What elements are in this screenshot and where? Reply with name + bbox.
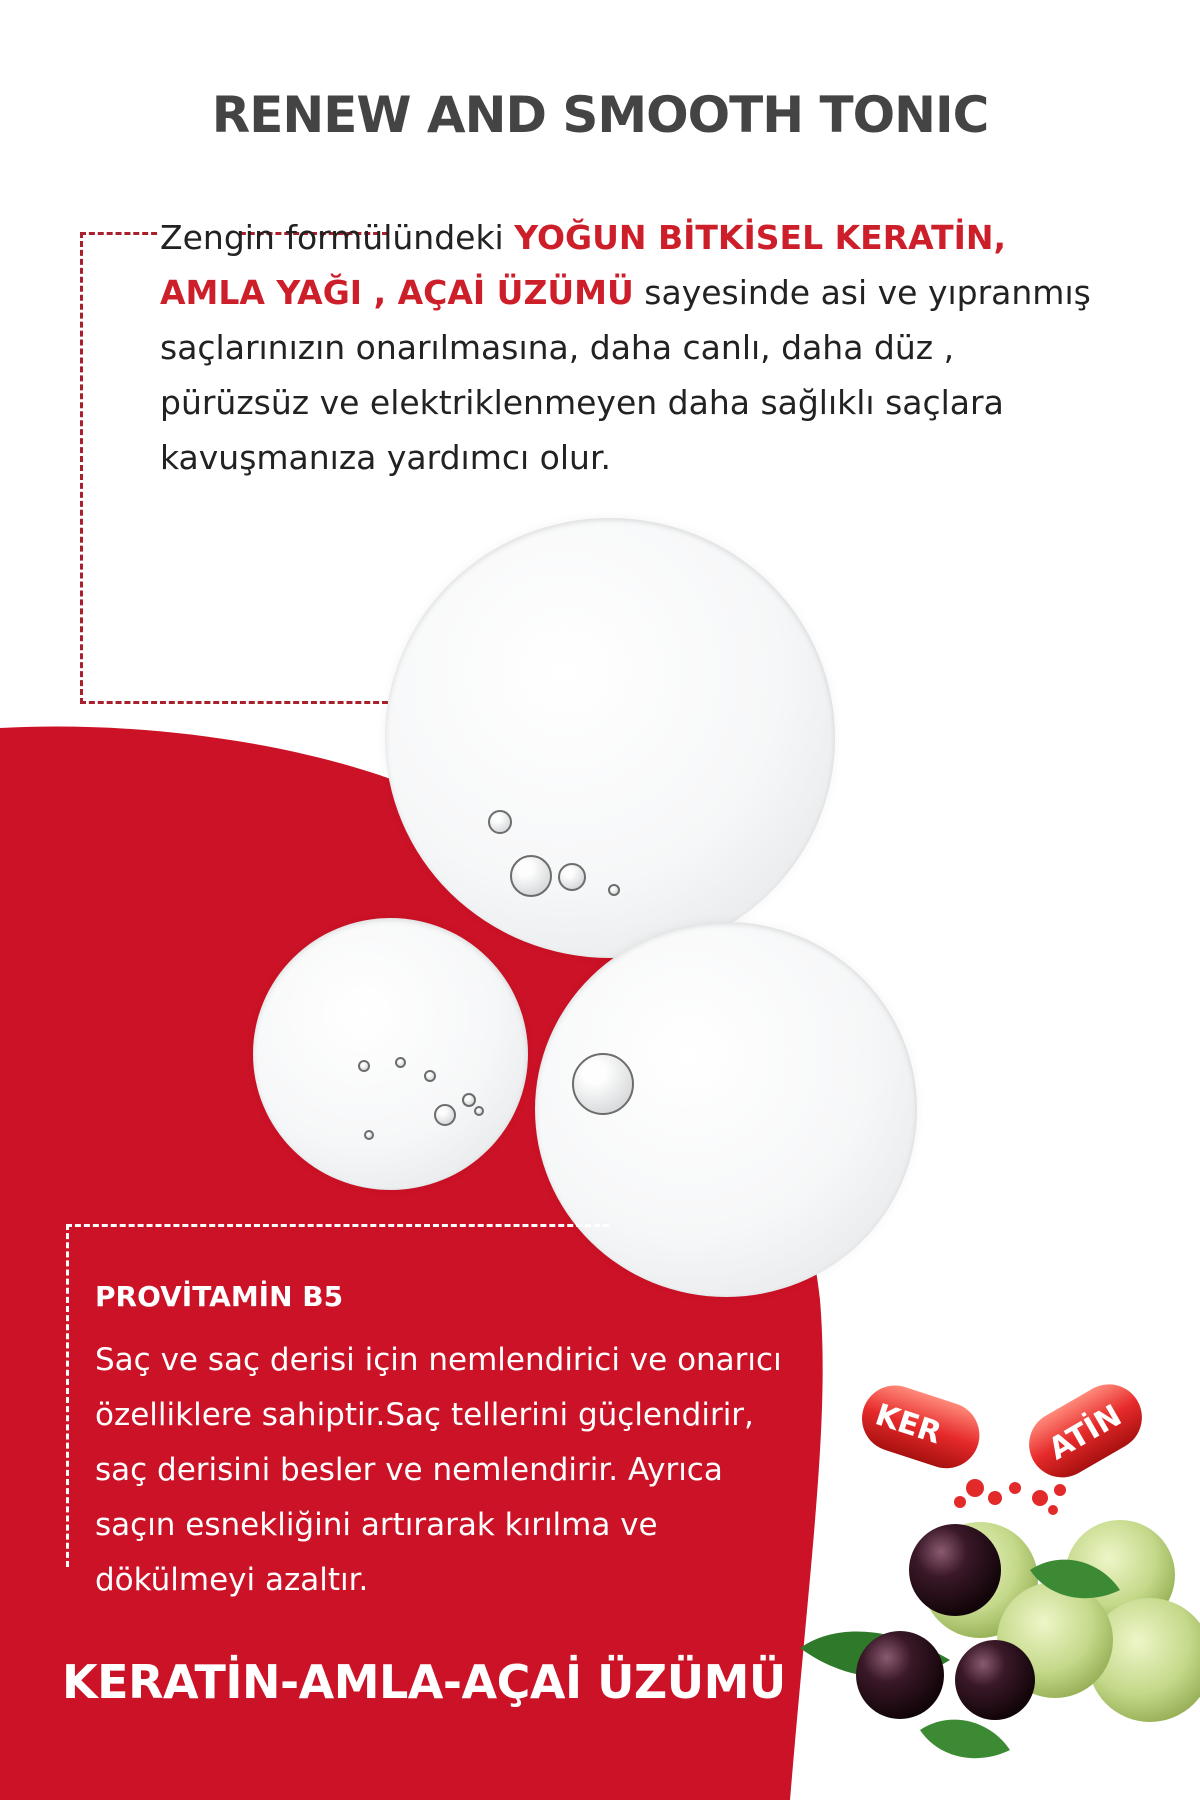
provitamin-text: Saç ve saç derisi için nemlendirici ve onarıcı özelliklere sahiptir.Saç tellerini güçlendirir, saç derisini besler ve nemlendirir. Ayrıca saçın esnekliğini artırarak kırılma ve dökülmeyi azaltır. — [95, 1342, 782, 1598]
bubble — [510, 855, 552, 897]
water-drop-icon — [253, 918, 528, 1190]
intro-paragraph — [160, 210, 1110, 485]
intro-highlight: YOĞUN BİTKİSEL KERATİN, AMLA YAĞI , AÇAİ ÜZÜMÜ — [160, 218, 1007, 312]
bubble — [488, 810, 512, 834]
bubble — [462, 1093, 476, 1107]
bubble — [572, 1053, 634, 1115]
capsule-left-text: KER — [871, 1397, 946, 1452]
bubble — [608, 884, 620, 896]
capsule-right-text: ATİN — [1042, 1398, 1128, 1468]
bubble — [358, 1060, 370, 1072]
provitamin-title: PROVİTAMİN B5 — [95, 1280, 344, 1313]
intro-prefix: Zengin formülündeki — [160, 218, 515, 257]
bubble — [424, 1070, 436, 1082]
fruit-illustration — [800, 1520, 1200, 1800]
bubble — [434, 1104, 456, 1126]
bubble — [558, 863, 586, 891]
bubble — [395, 1057, 406, 1068]
intro-suffix: sayesinde asi ve yıpranmış saçlarınızın onarılmasına, daha canlı, daha düz , pürüzsüz ve elektriklenmeyen daha sağlıklı saçlara kavuşmanıza yardımcı olur. — [160, 273, 1091, 477]
bubble — [364, 1130, 374, 1140]
bubble — [474, 1106, 484, 1116]
keratin-capsule-icon — [855, 1370, 1155, 1520]
page-title: RENEW AND SMOOTH TONIC — [211, 85, 989, 144]
footer-label: KERATİN-AMLA-AÇAİ ÜZÜMÜ — [62, 1655, 786, 1709]
